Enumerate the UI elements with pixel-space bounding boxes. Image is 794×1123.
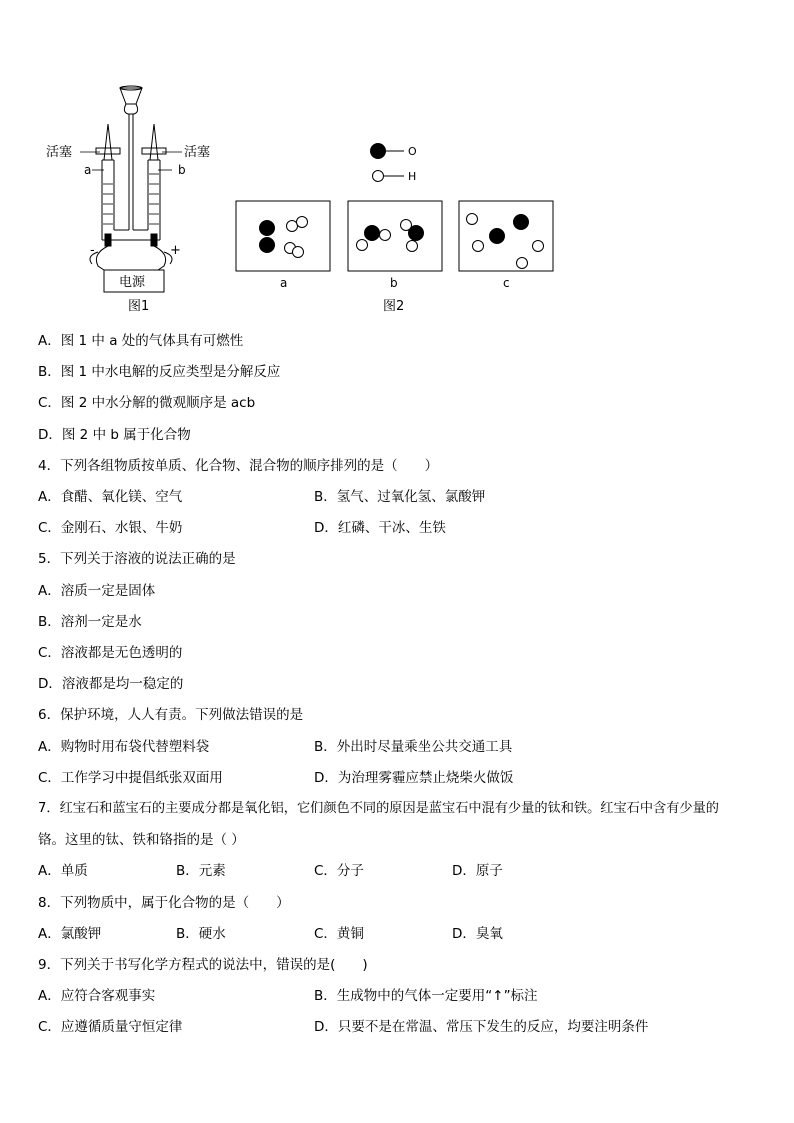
box-c-label: c bbox=[503, 276, 510, 290]
q9-option-b: B．生成物中的气体一定要用“↑”标注 bbox=[314, 988, 538, 1004]
q8-option-d: D．臭氧 bbox=[452, 926, 503, 942]
q4-option-a: A．食醋、氧化镁、空气 bbox=[38, 489, 183, 505]
q8-option-a: A．氯酸钾 bbox=[38, 926, 102, 942]
q7-option-d: D．原子 bbox=[452, 863, 503, 879]
q6-option-a: A．购物时用布袋代替塑料袋 bbox=[38, 739, 210, 755]
box-a bbox=[236, 201, 330, 271]
plus-label: + bbox=[170, 243, 181, 258]
box-b bbox=[348, 201, 442, 271]
q6-option-d: D．为治理雾霾应禁止烧柴火做饭 bbox=[314, 770, 514, 786]
stopcock-label-right: 活塞 bbox=[184, 145, 211, 160]
electrolysis-apparatus bbox=[90, 86, 172, 270]
q7-option-b: B．元素 bbox=[176, 863, 226, 879]
q5-option-a: A．溶质一定是固体 bbox=[38, 583, 156, 599]
figure1-caption: 图1 bbox=[128, 299, 150, 314]
q4-option-b: B．氢气、过氧化氢、氯酸钾 bbox=[314, 489, 486, 505]
q6-option-b: B．外出时尽量乘坐公共交通工具 bbox=[314, 739, 513, 755]
stopcock-label-left: 活塞 bbox=[46, 145, 73, 160]
box-c bbox=[459, 201, 553, 271]
q9-option-a: A．应符合客观事实 bbox=[38, 988, 156, 1004]
q3-option-d: D．图 2 中 b 属于化合物 bbox=[38, 427, 191, 443]
box-b-label: b bbox=[390, 276, 398, 290]
q4-option-d: D．红磷、干冰、生铁 bbox=[314, 520, 446, 536]
q9-option-c: C．应遵循质量守恒定律 bbox=[38, 1019, 183, 1035]
q6-stem: 6．保护环境，人人有责。下列做法错误的是 bbox=[38, 707, 304, 723]
tube-b-label: b bbox=[178, 163, 186, 177]
q8-stem: 8．下列物质中，属于化合物的是（ ） bbox=[38, 895, 290, 911]
q4-stem: 4．下列各组物质按单质、化合物、混合物的顺序排列的是（ ） bbox=[38, 458, 439, 474]
power-label: 电源 bbox=[119, 275, 146, 290]
q7-stem-line1: 7．红宝石和蓝宝石的主要成分都是氧化铝，它们颜色不同的原因是蓝宝石中混有少量的钛和铁。红宝石中含有少量的 bbox=[38, 801, 719, 816]
q5-option-d: D．溶液都是均一稳定的 bbox=[38, 676, 184, 692]
q7-stem-line2: 铬。这里的钛、铁和铬指的是（ ） bbox=[38, 832, 245, 848]
q5-option-b: B．溶剂一定是水 bbox=[38, 614, 142, 630]
figures-area bbox=[40, 84, 580, 320]
q3-option-a: A．图 1 中 a 处的气体具有可燃性 bbox=[38, 333, 244, 349]
q5-option-c: C．溶液都是无色透明的 bbox=[38, 645, 183, 661]
q8-option-c: C．黄铜 bbox=[314, 926, 364, 942]
hydrogen-legend-atom bbox=[373, 171, 384, 182]
box-a-label: a bbox=[280, 276, 288, 290]
q8-option-b: B．硬水 bbox=[176, 926, 226, 942]
q5-stem: 5．下列关于溶液的说法正确的是 bbox=[38, 551, 236, 567]
legend-o-label: O bbox=[408, 145, 417, 158]
q7-option-c: C．分子 bbox=[314, 863, 364, 879]
q6-option-c: C．工作学习中提倡纸张双面用 bbox=[38, 770, 223, 786]
tube-a-label: a bbox=[84, 163, 92, 177]
legend-h-label: H bbox=[408, 170, 417, 183]
q3-option-c: C．图 2 中水分解的微观顺序是 acb bbox=[38, 395, 256, 411]
oxygen-legend-atom bbox=[370, 143, 386, 159]
q7-option-a: A．单质 bbox=[38, 863, 88, 879]
q4-option-c: C．金刚石、水银、牛奶 bbox=[38, 520, 183, 536]
minus-label: - bbox=[90, 243, 95, 258]
q3-option-b: B．图 1 中水电解的反应类型是分解反应 bbox=[38, 364, 281, 380]
q9-stem: 9．下列关于书写化学方程式的说法中，错误的是( ) bbox=[38, 957, 368, 973]
q9-option-d: D．只要不是在常温、常压下发生的反应，均要注明条件 bbox=[314, 1019, 649, 1035]
figure2-caption: 图2 bbox=[383, 299, 405, 314]
